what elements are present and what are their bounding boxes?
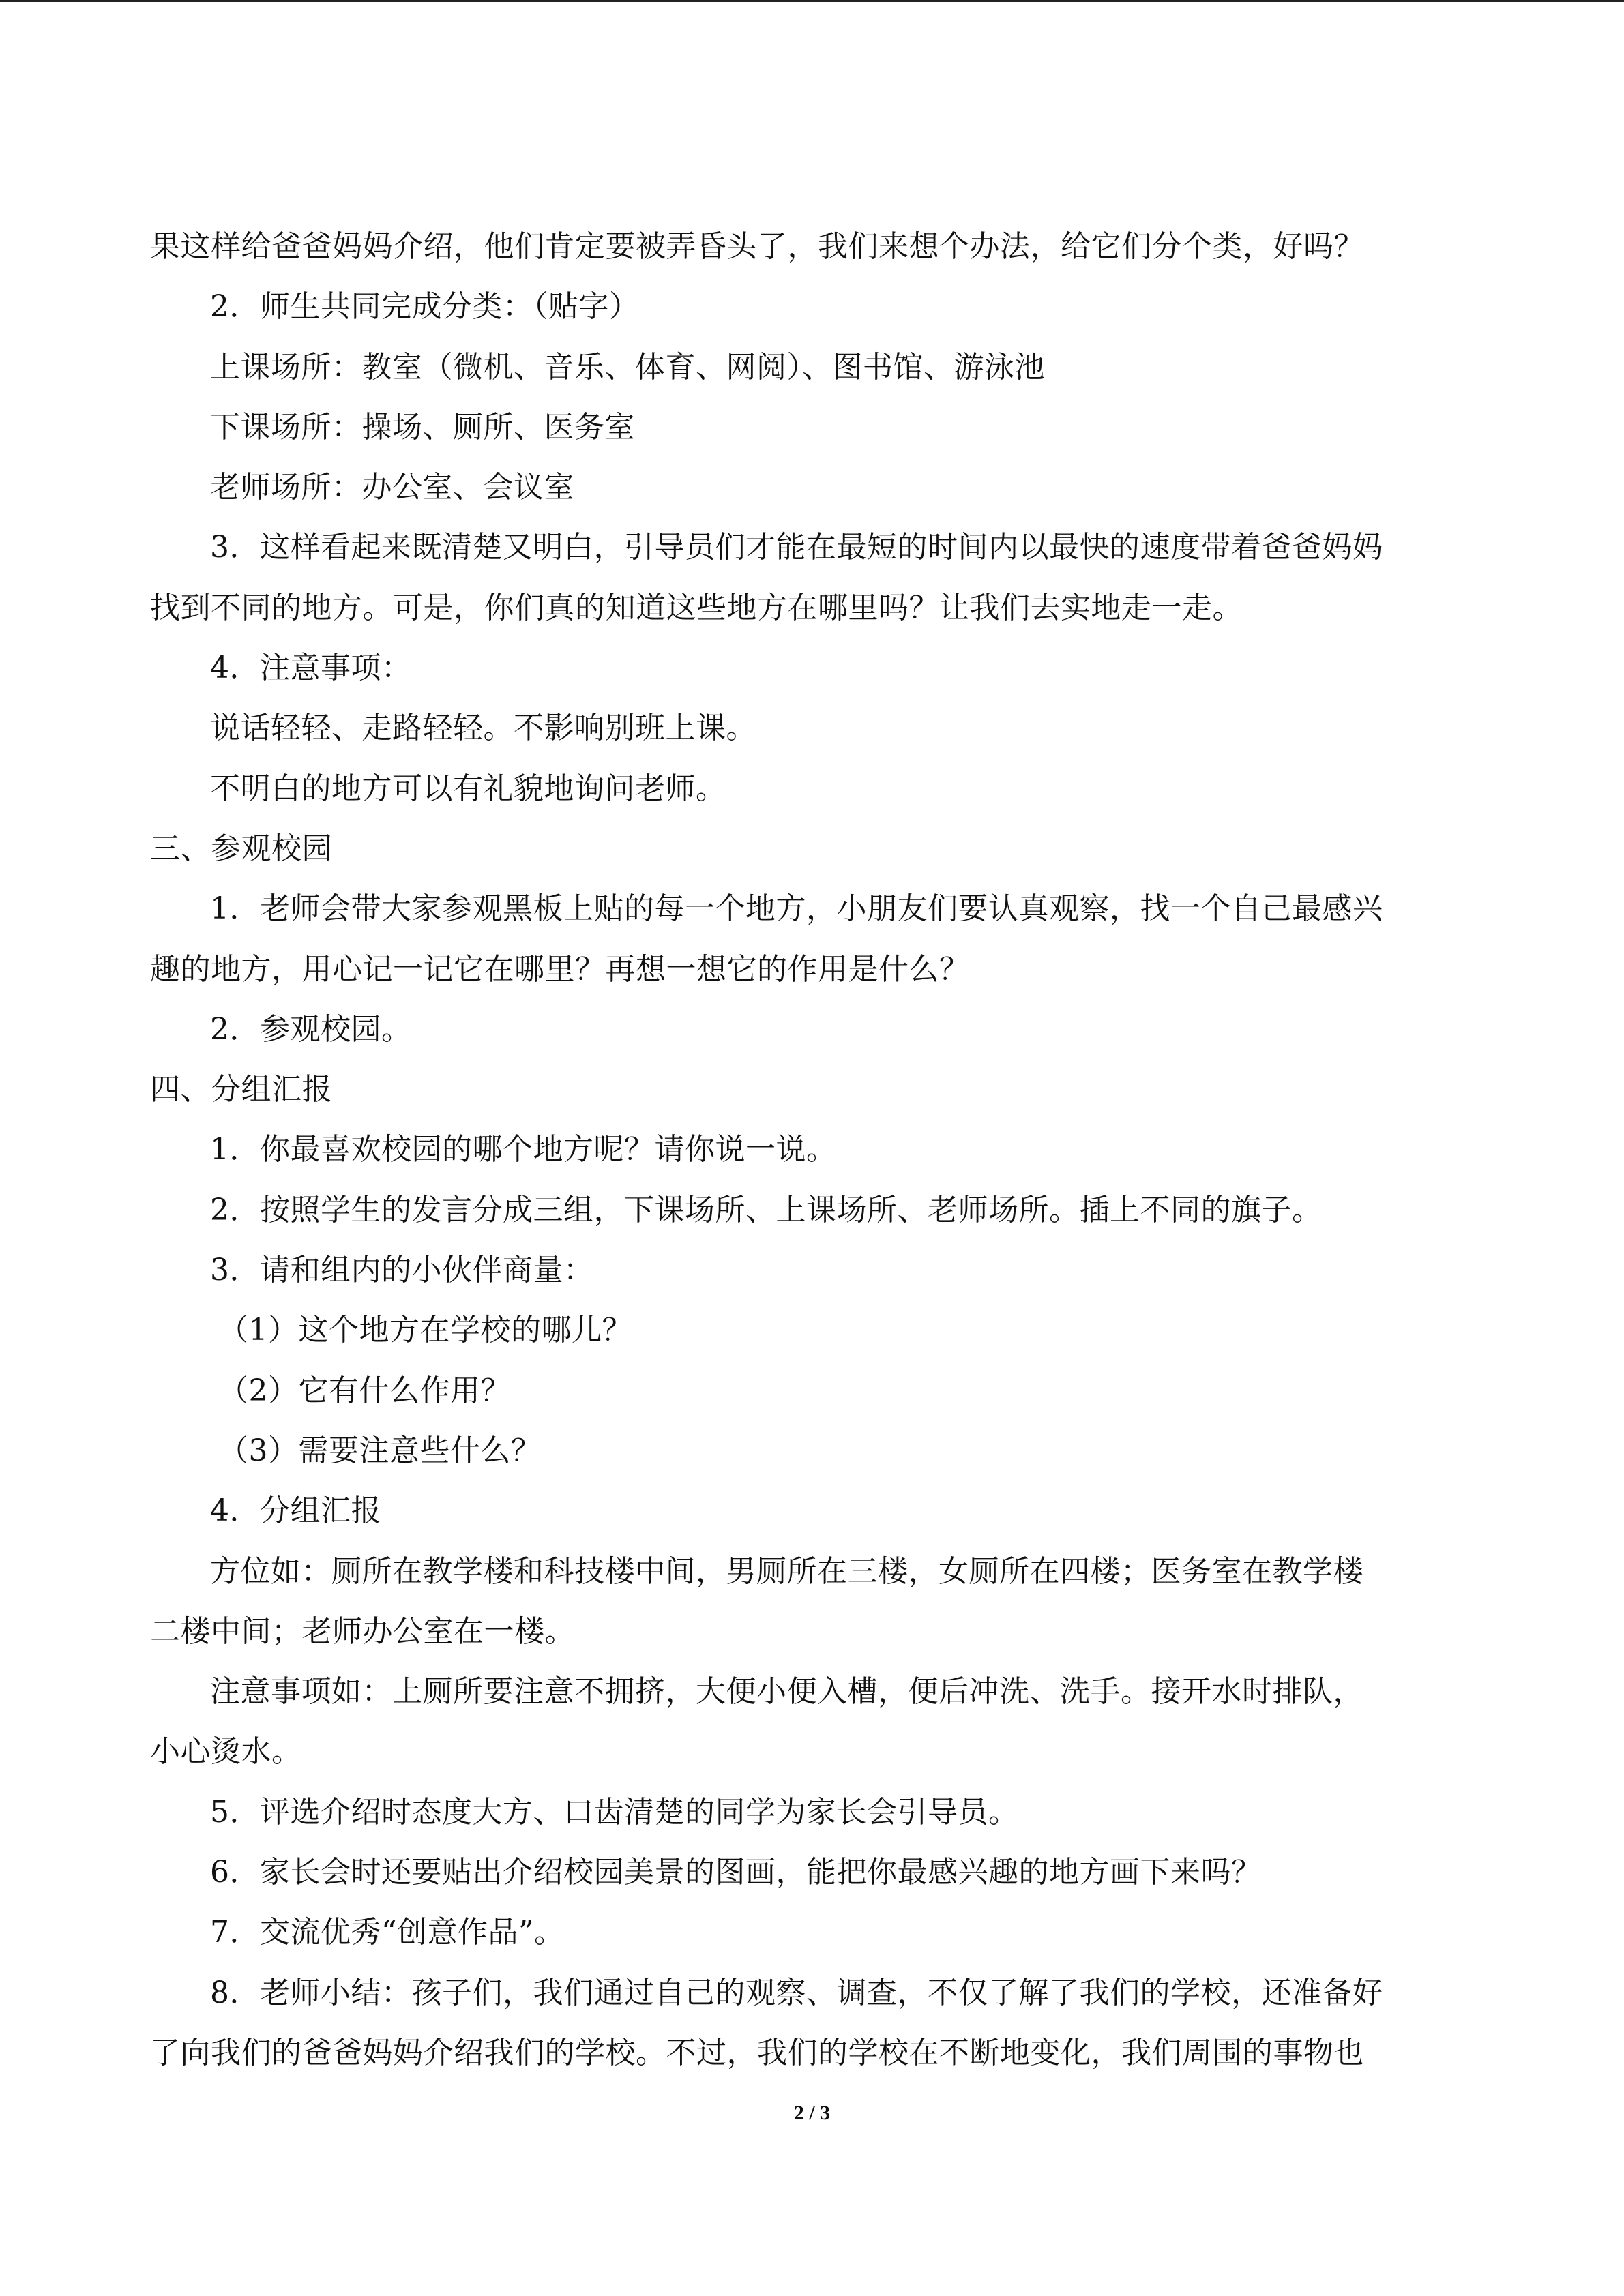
text-line: 3．这样看起来既清楚又明白，引导员们才能在最短的时间内以最快的速度带着爸爸妈妈: [210, 530, 1383, 565]
text-line: 3．请和组内的小伙伴商量：: [210, 1253, 594, 1288]
text-line: 2．参观校园。: [210, 1011, 412, 1047]
text-line: 注意事项如：上厕所要注意不拥挤，大便小便入槽，便后冲洗、洗手。接开水时排队，: [210, 1674, 1363, 1710]
text-line: 2．按照学生的发言分成三组，下课场所、上课场所、老师场所。插上不同的旗子。: [210, 1192, 1323, 1227]
text-line: 1．老师会带大家参观黑板上贴的每一个地方，小朋友们要认真观察，找一个自己最感兴: [210, 891, 1383, 927]
text-line: 5．评选介绍时态度大方、口齿清楚的同学为家长会引导员。: [210, 1794, 1019, 1830]
text-line: 4．注意事项：: [210, 651, 412, 686]
section-heading: 三、参观校园: [150, 831, 332, 866]
text-line: 小心烫水。: [150, 1734, 302, 1770]
text-line: 下课场所：操场、厕所、医务室: [210, 409, 635, 445]
text-line: 说话轻轻、走路轻轻。不影响别班上课。: [210, 711, 756, 746]
text-line: 方位如：厕所在教学楼和科技楼中间，男厕所在三楼，女厕所在四楼；医务室在教学楼: [210, 1553, 1363, 1589]
text-line: 6．家长会时还要贴出介绍校园美景的图画，能把你最感兴趣的地方画下来吗？: [210, 1855, 1262, 1890]
top-border-line: [0, 0, 1624, 2]
section-heading: 四、分组汇报: [150, 1072, 332, 1107]
text-line: 8．老师小结：孩子们，我们通过自己的观察、调查，不仅了解了我们的学校，还准备好: [210, 1975, 1383, 2010]
text-line: 2．师生共同完成分类：（贴字）: [210, 289, 640, 325]
text-line: 4．分组汇报: [210, 1493, 381, 1529]
text-line: （2）它有什么作用？: [218, 1373, 511, 1408]
text-line: 趣的地方，用心记一记它在哪里？再想一想它的作用是什么？: [150, 951, 970, 987]
text-line: 7．交流优秀“创意作品”。: [210, 1915, 565, 1950]
document-body: [150, 217, 1487, 2083]
text-line: 了向我们的爸爸妈妈介绍我们的学校。不过，我们的学校在不断地变化，我们周围的事物也: [150, 2035, 1364, 2070]
text-line: 1．你最喜欢校园的哪个地方呢？请你说一说。: [210, 1132, 837, 1167]
text-line: 上课场所：教室（微机、音乐、体育、网阅）、图书馆、游泳池: [210, 349, 1045, 385]
text-line: 老师场所：办公室、会议室: [210, 470, 574, 505]
page-number: 2 / 3: [793, 2102, 831, 2124]
text-line: 不明白的地方可以有礼貌地询问老师。: [210, 771, 726, 806]
text-line: （3）需要注意些什么？: [218, 1433, 542, 1468]
text-line: 果这样给爸爸妈妈介绍，他们肯定要被弄昏头了，我们来想个办法，给它们分个类，好吗？: [150, 229, 1364, 264]
text-line: 二楼中间；老师办公室在一楼。: [150, 1613, 575, 1649]
text-line: 找到不同的地方。可是，你们真的知道这些地方在哪里吗？让我们去实地走一走。: [150, 590, 1243, 625]
text-line: （1）这个地方在学校的哪儿？: [218, 1313, 632, 1348]
